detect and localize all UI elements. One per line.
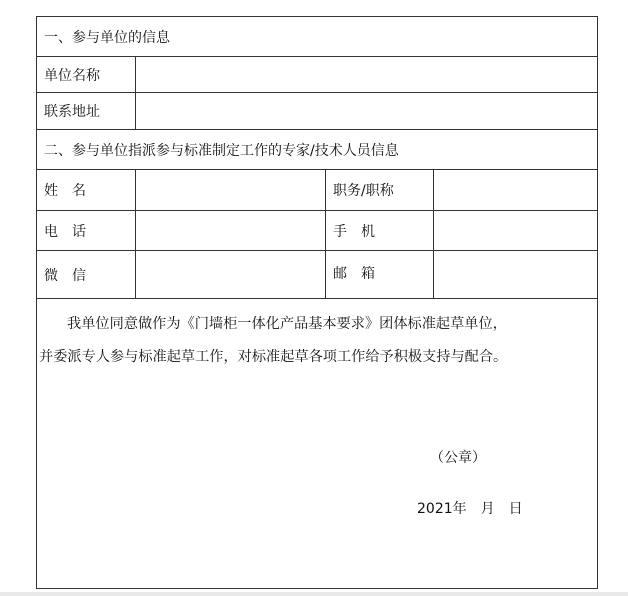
title-label: 职务/职称 [325, 170, 433, 210]
mobile-field[interactable] [433, 211, 597, 250]
name-row [37, 170, 597, 211]
date-line: 2021年 月 日 [417, 501, 523, 517]
title-field[interactable] [433, 170, 597, 210]
address-row [37, 93, 597, 130]
unit-name-field[interactable] [135, 57, 597, 92]
section2-heading-row [37, 130, 597, 170]
official-seal-label: （公章） [430, 450, 486, 466]
name-label: 姓 名 [44, 183, 86, 199]
declaration-block [37, 299, 597, 588]
address-label: 联系地址 [44, 104, 100, 120]
email-field[interactable] [433, 251, 597, 298]
unit-name-label: 单位名称 [44, 67, 100, 84]
section1-heading: 一、参与单位的信息 [44, 29, 170, 46]
unit-name-row [37, 57, 597, 93]
declaration-line-1: 我单位同意做作为《门墙柜一体化产品基本要求》团体标准起草单位， [67, 316, 507, 332]
section1-heading-row [37, 17, 597, 57]
phone-field[interactable] [135, 211, 325, 250]
section2-heading: 二、参与单位指派参与标准制定工作的专家/技术人员信息 [44, 142, 399, 159]
page-bottom-edge [0, 592, 628, 596]
email-label: 邮 箱 [325, 251, 433, 298]
declaration-line-2: 并委派专人参与标准起草工作，对标准起草各项工作给予积极支持与配合。 [39, 349, 508, 365]
wechat-row [37, 251, 597, 299]
wechat-label: 微 信 [44, 267, 86, 284]
registration-form [36, 16, 598, 589]
phone-row [37, 211, 597, 251]
mobile-label: 手 机 [325, 211, 433, 250]
wechat-field[interactable] [135, 251, 325, 298]
address-field[interactable] [135, 93, 597, 129]
phone-label: 电 话 [44, 223, 86, 240]
name-field[interactable] [135, 170, 325, 210]
